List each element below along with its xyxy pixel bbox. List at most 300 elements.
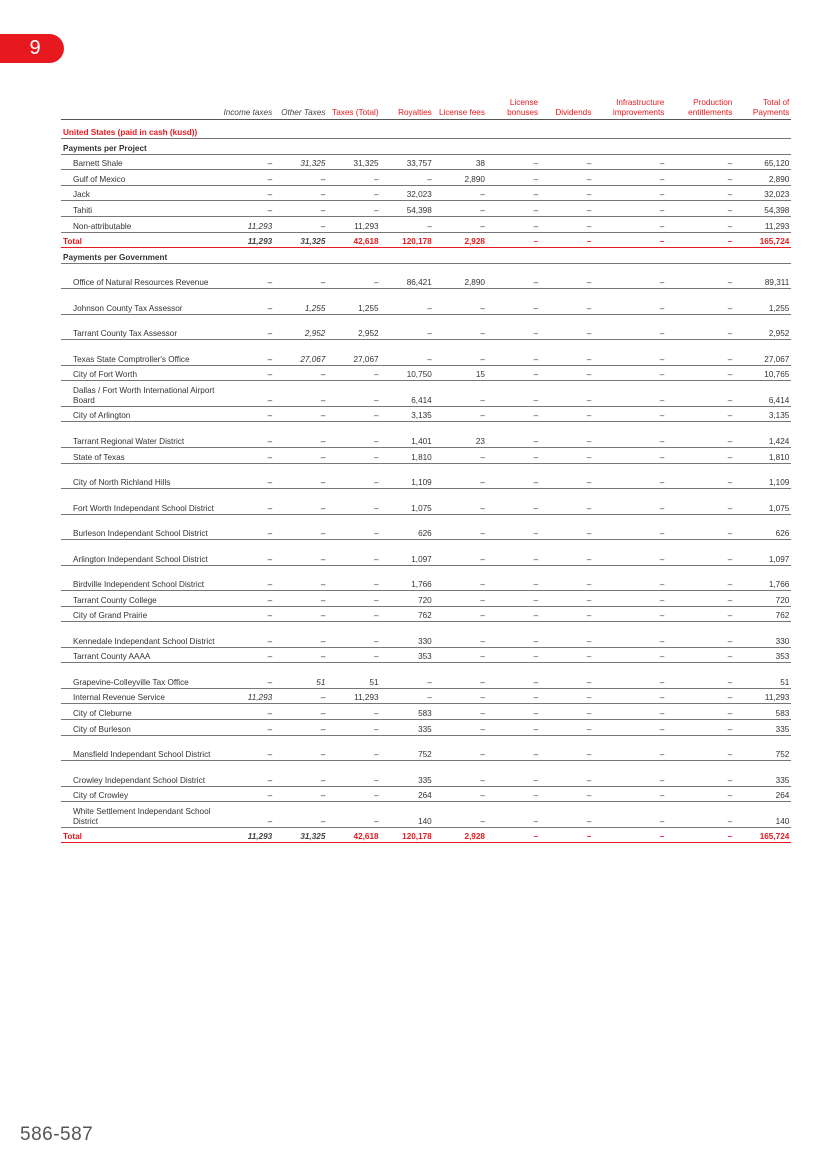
cell-value: – — [593, 591, 666, 607]
cell-value: – — [434, 201, 487, 217]
table-row — [61, 170, 791, 186]
cell-value: – — [666, 786, 734, 802]
cell-value: – — [434, 622, 487, 648]
cell-value: 32,023 — [734, 185, 791, 201]
cell-value: 335 — [381, 720, 434, 736]
cell-value: – — [593, 514, 666, 540]
cell-value: – — [593, 827, 666, 843]
cell-value: – — [666, 289, 734, 315]
cell-value: – — [487, 489, 540, 515]
cell-value: – — [593, 802, 666, 828]
cell-value: – — [274, 447, 327, 463]
cell-value: – — [274, 688, 327, 704]
cell-value: 626 — [381, 514, 434, 540]
row-label: Jack — [61, 185, 221, 201]
cell-value: 38 — [434, 154, 487, 170]
cell-value: 54,398 — [734, 201, 791, 217]
cell-value: – — [327, 606, 380, 622]
table-row — [61, 663, 791, 689]
cell-value: – — [381, 289, 434, 315]
cell-value: – — [274, 170, 327, 186]
cell-value: – — [593, 263, 666, 289]
cell-value: – — [593, 232, 666, 248]
cell-value: – — [221, 340, 274, 366]
cell-value: – — [381, 314, 434, 340]
cell-value: – — [666, 406, 734, 422]
cell-value: 11,293 — [327, 688, 380, 704]
cell-value: – — [221, 406, 274, 422]
cell-value: – — [487, 463, 540, 489]
row-label: City of Grand Prairie — [61, 606, 221, 622]
cell-value: – — [274, 735, 327, 761]
cell-value: – — [434, 514, 487, 540]
cell-value: – — [434, 591, 487, 607]
cell-value: – — [487, 232, 540, 248]
row-label: Grapevine-Colleyville Tax Office — [61, 663, 221, 689]
cell-value: – — [434, 704, 487, 720]
cell-value: – — [274, 606, 327, 622]
cell-value: – — [487, 201, 540, 217]
page-number-tab: 9 — [0, 34, 64, 63]
cell-value: – — [593, 489, 666, 515]
group-title-government: Payments per Government — [61, 248, 791, 264]
header-license-bonuses: License bonuses — [487, 96, 540, 120]
cell-value: – — [540, 663, 593, 689]
cell-value: – — [593, 365, 666, 381]
cell-value: 32,023 — [381, 185, 434, 201]
cell-value: – — [666, 606, 734, 622]
cell-value: – — [487, 704, 540, 720]
cell-value: – — [540, 381, 593, 407]
cell-value: 264 — [734, 786, 791, 802]
table-row — [61, 489, 791, 515]
cell-value: 1,109 — [734, 463, 791, 489]
cell-value: – — [540, 802, 593, 828]
cell-value: 11,293 — [221, 216, 274, 232]
cell-value: 65,120 — [734, 154, 791, 170]
total-row — [61, 232, 791, 248]
cell-value: – — [666, 489, 734, 515]
table-row — [61, 761, 791, 787]
cell-value: – — [540, 447, 593, 463]
cell-value: – — [540, 185, 593, 201]
cell-value: – — [327, 565, 380, 591]
cell-value: – — [540, 704, 593, 720]
cell-value: 11,293 — [221, 232, 274, 248]
table-row — [61, 365, 791, 381]
cell-value: – — [540, 735, 593, 761]
cell-value: 2,952 — [327, 314, 380, 340]
cell-value: – — [434, 540, 487, 566]
table-row — [61, 314, 791, 340]
cell-value: – — [221, 663, 274, 689]
cell-value: – — [540, 170, 593, 186]
cell-value: – — [221, 365, 274, 381]
group-row-project — [61, 139, 791, 155]
header-license-fees: License fees — [434, 96, 487, 120]
cell-value: – — [221, 154, 274, 170]
cell-value: – — [593, 314, 666, 340]
cell-value: – — [540, 591, 593, 607]
cell-value: – — [221, 463, 274, 489]
cell-value: – — [666, 688, 734, 704]
table-row — [61, 565, 791, 591]
cell-value: – — [593, 422, 666, 448]
cell-value: – — [666, 761, 734, 787]
cell-value: – — [666, 540, 734, 566]
cell-value: 353 — [734, 647, 791, 663]
cell-value: – — [221, 185, 274, 201]
cell-value: – — [221, 489, 274, 515]
row-label: Internal Revenue Service — [61, 688, 221, 704]
cell-value: 720 — [734, 591, 791, 607]
cell-value: – — [666, 422, 734, 448]
cell-value: – — [327, 463, 380, 489]
total-row — [61, 827, 791, 843]
table-row — [61, 720, 791, 736]
cell-value: – — [540, 216, 593, 232]
cell-value: 3,135 — [381, 406, 434, 422]
cell-value: – — [540, 232, 593, 248]
cell-value: – — [540, 606, 593, 622]
cell-value: 27,067 — [274, 340, 327, 366]
cell-value: 330 — [734, 622, 791, 648]
cell-value: – — [434, 185, 487, 201]
cell-value: – — [487, 591, 540, 607]
cell-value: – — [487, 381, 540, 407]
cell-value: – — [540, 540, 593, 566]
header-label-spacer — [61, 96, 221, 120]
cell-value: – — [540, 489, 593, 515]
cell-value: – — [434, 340, 487, 366]
cell-value: 1,097 — [734, 540, 791, 566]
cell-value: – — [327, 263, 380, 289]
cell-value: 2,952 — [274, 314, 327, 340]
table-row — [61, 406, 791, 422]
cell-value: – — [593, 704, 666, 720]
cell-value: – — [540, 565, 593, 591]
cell-value: – — [274, 761, 327, 787]
cell-value: – — [593, 606, 666, 622]
cell-value: – — [221, 263, 274, 289]
row-label: Barnett Shale — [61, 154, 221, 170]
cell-value: – — [487, 340, 540, 366]
cell-value: – — [327, 514, 380, 540]
cell-value: – — [593, 647, 666, 663]
cell-value: – — [666, 802, 734, 828]
table-row — [61, 704, 791, 720]
cell-value: – — [327, 591, 380, 607]
row-label: Office of Natural Resources Revenue — [61, 263, 221, 289]
cell-value: – — [221, 289, 274, 315]
cell-value: – — [221, 447, 274, 463]
row-label: City of Crowley — [61, 786, 221, 802]
payments-table — [61, 96, 791, 843]
cell-value: – — [221, 704, 274, 720]
cell-value: 1,424 — [734, 422, 791, 448]
cell-value: – — [274, 406, 327, 422]
cell-value: 6,414 — [381, 381, 434, 407]
cell-value: – — [487, 647, 540, 663]
row-label: Tarrant Regional Water District — [61, 422, 221, 448]
cell-value: 2,928 — [434, 827, 487, 843]
cell-value: 11,293 — [221, 827, 274, 843]
cell-value: – — [540, 340, 593, 366]
table-row — [61, 647, 791, 663]
cell-value: – — [540, 761, 593, 787]
cell-value: – — [327, 647, 380, 663]
cell-value: – — [593, 761, 666, 787]
row-label: Burleson Independant School District — [61, 514, 221, 540]
cell-value: – — [221, 540, 274, 566]
cell-value: 1,075 — [734, 489, 791, 515]
cell-value: 1,810 — [381, 447, 434, 463]
header-taxes-total: Taxes (Total) — [327, 96, 380, 120]
cell-value: 23 — [434, 422, 487, 448]
table-row — [61, 622, 791, 648]
cell-value: – — [540, 289, 593, 315]
cell-value: – — [221, 761, 274, 787]
cell-value: – — [666, 447, 734, 463]
cell-value: 51 — [327, 663, 380, 689]
cell-value: – — [666, 170, 734, 186]
cell-value: – — [540, 314, 593, 340]
row-label: Crowley Independant School District — [61, 761, 221, 787]
cell-value: – — [221, 647, 274, 663]
row-label: Johnson County Tax Assessor — [61, 289, 221, 315]
cell-value: – — [593, 447, 666, 463]
cell-value: – — [487, 154, 540, 170]
cell-value: 720 — [381, 591, 434, 607]
cell-value: – — [487, 263, 540, 289]
cell-value: – — [274, 422, 327, 448]
cell-value: – — [487, 565, 540, 591]
cell-value: 11,293 — [734, 216, 791, 232]
table-row — [61, 447, 791, 463]
cell-value: 2,890 — [434, 263, 487, 289]
cell-value: – — [487, 422, 540, 448]
row-label: City of Burleson — [61, 720, 221, 736]
cell-value: – — [593, 185, 666, 201]
cell-value: – — [593, 735, 666, 761]
cell-value: – — [434, 314, 487, 340]
cell-value: – — [666, 365, 734, 381]
cell-value: 583 — [734, 704, 791, 720]
cell-value: – — [221, 622, 274, 648]
cell-value: – — [221, 514, 274, 540]
cell-value: – — [666, 314, 734, 340]
cell-value: 2,952 — [734, 314, 791, 340]
header-total-payments: Total of Payments — [734, 96, 791, 120]
table-row — [61, 735, 791, 761]
cell-value: – — [274, 647, 327, 663]
cell-value: – — [540, 720, 593, 736]
cell-value: – — [540, 688, 593, 704]
cell-value: – — [666, 463, 734, 489]
cell-value: – — [666, 216, 734, 232]
cell-value: – — [593, 540, 666, 566]
cell-value: 335 — [734, 761, 791, 787]
cell-value: – — [434, 289, 487, 315]
cell-value: 51 — [274, 663, 327, 689]
cell-value: – — [327, 447, 380, 463]
cell-value: – — [666, 232, 734, 248]
cell-value: – — [540, 514, 593, 540]
cell-value: – — [540, 154, 593, 170]
section-title: United States (paid in cash (kusd)) — [61, 120, 791, 139]
cell-value: – — [593, 688, 666, 704]
cell-value: – — [434, 447, 487, 463]
cell-value: 1,766 — [381, 565, 434, 591]
cell-value: – — [487, 447, 540, 463]
cell-value: – — [487, 688, 540, 704]
cell-value: – — [434, 802, 487, 828]
cell-value: – — [487, 663, 540, 689]
cell-value: – — [274, 216, 327, 232]
cell-value: 1,097 — [381, 540, 434, 566]
table-row — [61, 591, 791, 607]
cell-value: – — [274, 514, 327, 540]
cell-value: 1,255 — [274, 289, 327, 315]
cell-value: – — [434, 463, 487, 489]
table-row — [61, 422, 791, 448]
cell-value: 1,255 — [327, 289, 380, 315]
cell-value: – — [593, 340, 666, 366]
cell-value: – — [274, 201, 327, 217]
table-row — [61, 289, 791, 315]
cell-value: – — [274, 622, 327, 648]
cell-value: – — [487, 216, 540, 232]
cell-value: 583 — [381, 704, 434, 720]
cell-value: 11,293 — [734, 688, 791, 704]
cell-value: – — [327, 406, 380, 422]
cell-value: 353 — [381, 647, 434, 663]
cell-value: 752 — [381, 735, 434, 761]
page-footer: 586-587 — [20, 1124, 94, 1145]
cell-value: – — [540, 406, 593, 422]
row-label: Non-attributable — [61, 216, 221, 232]
row-label: Tarrant County Tax Assessor — [61, 314, 221, 340]
cell-value: – — [593, 201, 666, 217]
cell-value: – — [666, 154, 734, 170]
row-label: Birdville Independent School District — [61, 565, 221, 591]
cell-value: – — [221, 735, 274, 761]
cell-value: – — [487, 827, 540, 843]
cell-value: 2,890 — [434, 170, 487, 186]
cell-value: 762 — [734, 606, 791, 622]
cell-value: – — [381, 216, 434, 232]
cell-value: – — [666, 591, 734, 607]
cell-value: – — [593, 170, 666, 186]
cell-value: – — [487, 514, 540, 540]
cell-value: 120,178 — [381, 232, 434, 248]
header-dividends: Dividends — [540, 96, 593, 120]
cell-value: – — [434, 565, 487, 591]
cell-value: – — [540, 622, 593, 648]
cell-value: – — [666, 514, 734, 540]
cell-value: 27,067 — [734, 340, 791, 366]
header-other-taxes: Other Taxes — [274, 96, 327, 120]
cell-value: – — [666, 565, 734, 591]
cell-value: – — [221, 381, 274, 407]
table-row — [61, 340, 791, 366]
cell-value: 11,293 — [327, 216, 380, 232]
cell-value: 140 — [734, 802, 791, 828]
cell-value: 15 — [434, 365, 487, 381]
cell-value: – — [221, 422, 274, 448]
row-label: Total — [61, 232, 221, 248]
table-body — [61, 120, 791, 843]
cell-value: – — [274, 786, 327, 802]
table-row — [61, 514, 791, 540]
cell-value: – — [327, 422, 380, 448]
cell-value: 27,067 — [327, 340, 380, 366]
cell-value: – — [666, 720, 734, 736]
cell-value: – — [221, 720, 274, 736]
table-row — [61, 802, 791, 828]
cell-value: – — [434, 720, 487, 736]
cell-value: – — [327, 381, 380, 407]
cell-value: 626 — [734, 514, 791, 540]
table-row — [61, 540, 791, 566]
row-label: Tarrant County College — [61, 591, 221, 607]
cell-value: – — [487, 720, 540, 736]
table-row — [61, 263, 791, 289]
cell-value: – — [487, 289, 540, 315]
cell-value: 42,618 — [327, 232, 380, 248]
cell-value: – — [666, 647, 734, 663]
cell-value: – — [487, 786, 540, 802]
cell-value: – — [540, 463, 593, 489]
row-label: Mansfield Independant School District — [61, 735, 221, 761]
cell-value: – — [487, 170, 540, 186]
cell-value: 762 — [381, 606, 434, 622]
cell-value: 31,325 — [274, 232, 327, 248]
cell-value: – — [487, 540, 540, 566]
header-royalties: Royalties — [381, 96, 434, 120]
cell-value: – — [221, 201, 274, 217]
cell-value: 33,757 — [381, 154, 434, 170]
cell-value: – — [274, 381, 327, 407]
cell-value: – — [593, 289, 666, 315]
cell-value: 1,401 — [381, 422, 434, 448]
header-row — [61, 96, 791, 120]
cell-value: 1,075 — [381, 489, 434, 515]
cell-value: 120,178 — [381, 827, 434, 843]
cell-value: 10,765 — [734, 365, 791, 381]
cell-value: 3,135 — [734, 406, 791, 422]
header-production: Production entitlements — [666, 96, 734, 120]
cell-value: – — [434, 216, 487, 232]
cell-value: – — [274, 463, 327, 489]
cell-value: – — [487, 761, 540, 787]
cell-value: – — [666, 663, 734, 689]
cell-value: – — [274, 489, 327, 515]
cell-value: – — [274, 720, 327, 736]
row-label: City of North Richland Hills — [61, 463, 221, 489]
cell-value: – — [274, 802, 327, 828]
cell-value: – — [327, 735, 380, 761]
cell-value: – — [434, 735, 487, 761]
cell-value: – — [274, 591, 327, 607]
table-row — [61, 381, 791, 407]
cell-value: 54,398 — [381, 201, 434, 217]
cell-value: 335 — [734, 720, 791, 736]
cell-value: 31,325 — [274, 827, 327, 843]
cell-value: – — [327, 365, 380, 381]
cell-value: 140 — [381, 802, 434, 828]
cell-value: – — [487, 314, 540, 340]
